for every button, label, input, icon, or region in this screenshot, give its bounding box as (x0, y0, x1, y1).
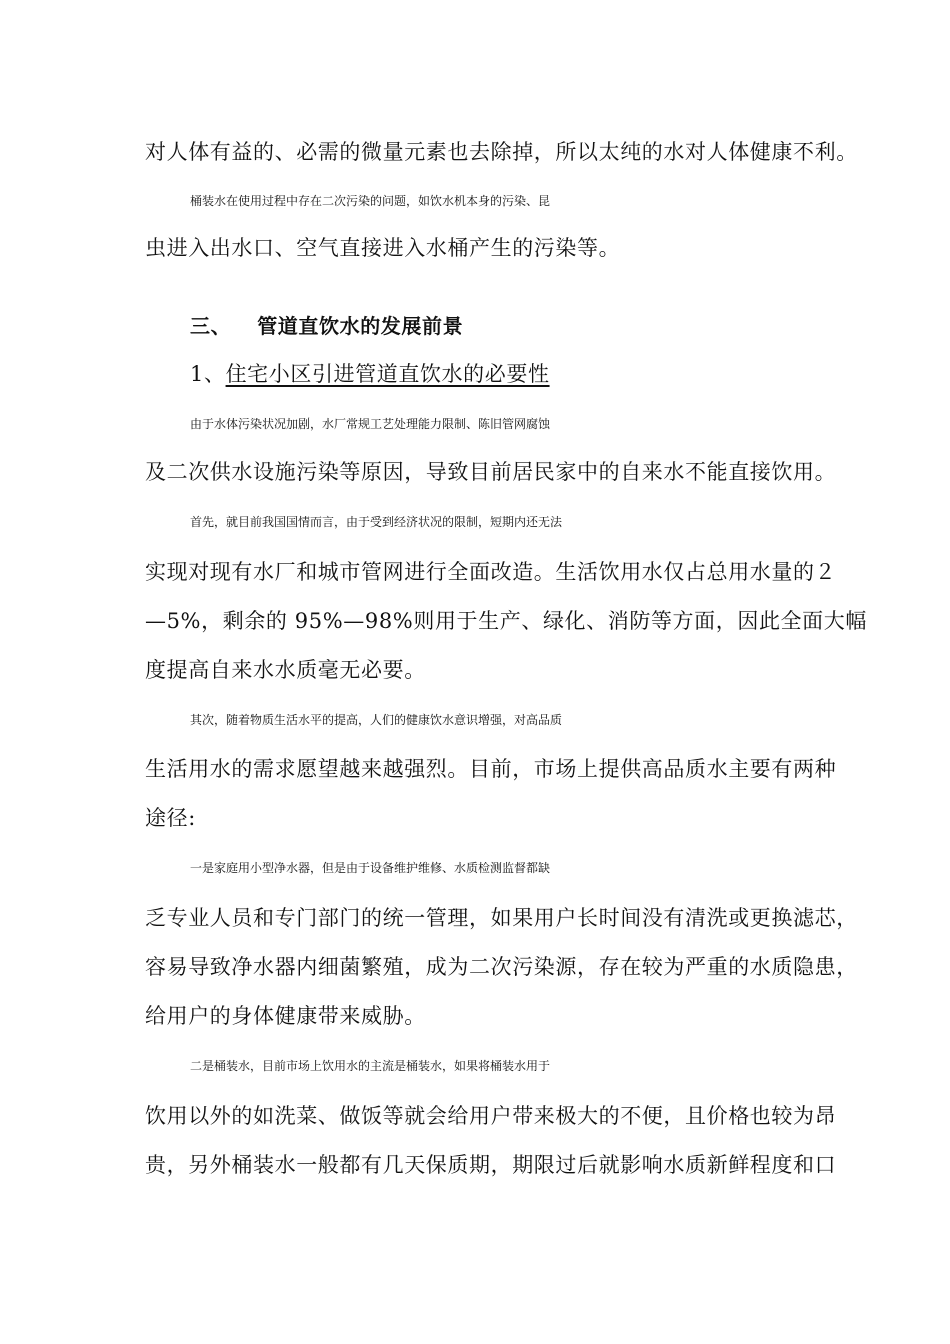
paragraph-line: 容易导致净水器内细菌繁殖，成为二次污染源，存在较为严重的水质隐患， (145, 955, 858, 979)
paragraph-line: 给用户的身体健康带来威胁。 (145, 1004, 426, 1028)
paragraph-line: 度提高自来水水质毫无必要。 (145, 658, 426, 682)
paragraph-line: 桶装水在使用过程中存在二次污染的问题，如饮水机本身的污染、昆 (190, 194, 551, 208)
paragraph-line: 虫进入出水口、空气直接进入水桶产生的污染等。 (145, 236, 621, 260)
subsection-heading (190, 359, 550, 389)
paragraph-line: 一是家庭用小型净水器，但是由于设备维护维修、水质检测监督都缺 (190, 861, 551, 875)
paragraph-line: 及二次供水设施污染等原因，导致目前居民家中的自来水不能直接饮用。 (145, 460, 837, 484)
paragraph-line: 贵，另外桶装水一般都有几天保质期，期限过后就影响水质新鲜程度和口 (145, 1153, 837, 1177)
paragraph-line: 乏专业人员和专门部门的统一管理，如果用户长时间没有清洗或更换滤芯， (145, 906, 858, 930)
paragraph-line: 首先，就目前我国国情而言，由于受到经济状况的限制，短期内还无法 (190, 515, 563, 529)
paragraph-line: 对人体有益的、必需的微量元素也去除掉，所以太纯的水对人体健康不利。 (145, 140, 858, 164)
paragraph-line: 生活用水的需求愿望越来越强烈。目前，市场上提供高品质水主要有两种 (145, 757, 837, 781)
section-heading (190, 311, 463, 341)
paragraph-line: 其次，随着物质生活水平的提高，人们的健康饮水意识增强，对高品质 (190, 713, 563, 727)
paragraph-line: 饮用以外的如洗菜、做饭等就会给用户带来极大的不便，且价格也较为昂 (145, 1104, 837, 1128)
paragraph-line: 实现对现有水厂和城市管网进行全面改造。生活饮用水仅占总用水量的２ (145, 560, 837, 584)
subsection-title: 住宅小区引进管道直饮水的必要性 (225, 362, 550, 386)
paragraph-line: 由于水体污染状况加剧，水厂常规工艺处理能力限制、陈旧管网腐蚀 (190, 417, 551, 431)
paragraph-line: 途径: (145, 806, 196, 830)
paragraph-line: 二是桶装水，目前市场上饮用水的主流是桶装水，如果将桶装水用于 (190, 1059, 551, 1073)
subsection-number: 1、 (190, 362, 226, 386)
section-title: 管道直饮水的发展前景 (257, 314, 464, 338)
paragraph-line: —5%，剩余的 95%—98%则用于生产、绿化、消防等方面，因此全面大幅 (145, 609, 867, 633)
section-number: 三、 (190, 314, 232, 338)
